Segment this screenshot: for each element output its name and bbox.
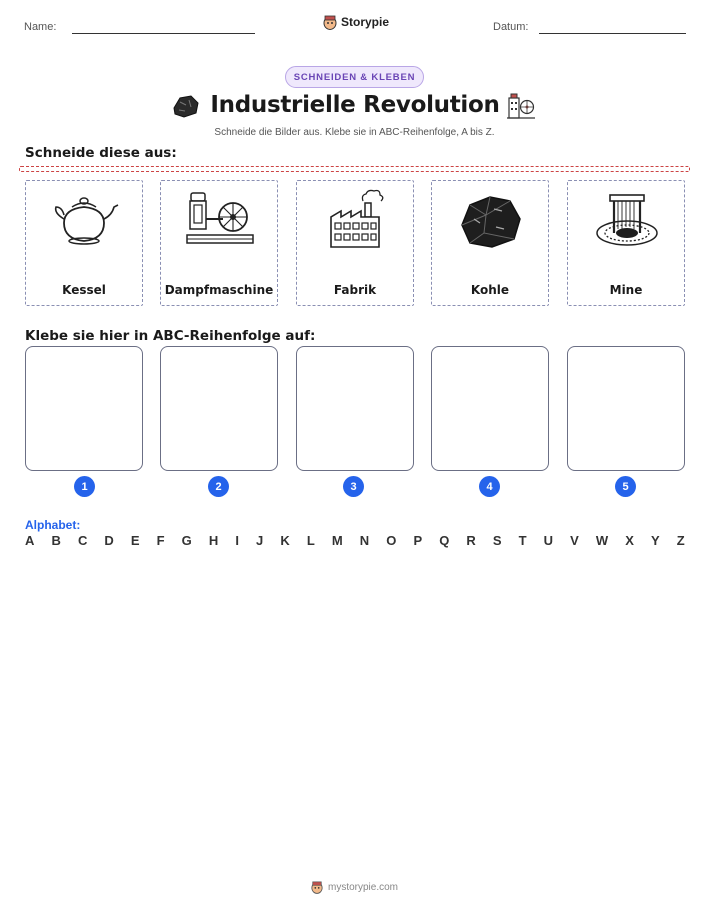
storypie-mascot-icon xyxy=(323,14,337,30)
cut-card-kohle[interactable] xyxy=(431,180,549,306)
alphabet-row xyxy=(25,533,685,548)
alphabet-letter: J xyxy=(256,533,264,548)
alphabet-letter: Z xyxy=(676,533,685,548)
cut-card-mine[interactable] xyxy=(567,180,685,306)
alphabet-letter: H xyxy=(208,533,219,548)
alphabet-letter: W xyxy=(595,533,609,548)
cut-card-fabrik[interactable] xyxy=(296,180,414,306)
instructions: Schneide die Bilder aus. Klebe sie in ABC-Reihenfolge, A bis Z. xyxy=(214,127,495,138)
paste-section-heading: Klebe sie hier in ABC-Reihenfolge auf: xyxy=(25,328,316,344)
alphabet-letter: R xyxy=(466,533,476,548)
activity-badge: SCHNEIDEN & KLEBEN xyxy=(285,66,424,88)
alphabet-letter: V xyxy=(570,533,579,548)
alphabet-letter: O xyxy=(386,533,397,548)
name-line[interactable] xyxy=(72,33,255,34)
cut-card-kessel[interactable] xyxy=(25,180,143,306)
alphabet-letter: T xyxy=(518,533,527,548)
card-label: Fabrik xyxy=(333,283,377,297)
paste-slot-3[interactable] xyxy=(296,346,414,471)
brand-name: Storypie xyxy=(341,15,390,29)
paste-slot-5[interactable] xyxy=(567,346,685,471)
cut-card-dampfmaschine[interactable] xyxy=(160,180,278,306)
alphabet-letter: I xyxy=(235,533,239,548)
card-label: Kessel xyxy=(62,283,106,297)
alphabet-letter: K xyxy=(280,533,290,548)
mine-icon xyxy=(592,189,662,251)
alphabet-letter: D xyxy=(104,533,114,548)
coal-icon xyxy=(456,189,526,251)
footer xyxy=(0,880,709,894)
alphabet-letter: A xyxy=(25,533,35,548)
cut-section-heading: Schneide diese aus: xyxy=(25,145,177,161)
cut-line xyxy=(19,166,690,172)
paste-slot-1[interactable] xyxy=(25,346,143,471)
alphabet-label: Alphabet: xyxy=(25,518,81,532)
paste-slot-2[interactable] xyxy=(160,346,278,471)
slot-number-badge: 5 xyxy=(615,476,636,497)
card-label: Dampfmaschine xyxy=(164,283,274,297)
slot-number-badge: 4 xyxy=(479,476,500,497)
slot-number-badge: 3 xyxy=(343,476,364,497)
slot-number-badge: 2 xyxy=(208,476,229,497)
factory-icon xyxy=(321,189,391,251)
alphabet-letter: U xyxy=(543,533,554,548)
alphabet-letter: N xyxy=(359,533,370,548)
factory-machine-decoration-icon xyxy=(506,92,536,120)
alphabet-letter: Y xyxy=(650,533,660,548)
alphabet-letter: B xyxy=(51,533,61,548)
paste-slot-4[interactable] xyxy=(431,346,549,471)
kettle-icon xyxy=(50,189,120,251)
alphabet-letter: S xyxy=(492,533,502,548)
alphabet-letter: E xyxy=(130,533,140,548)
alphabet-letter: X xyxy=(625,533,634,548)
slot-number-badge: 1 xyxy=(74,476,95,497)
alphabet-letter: P xyxy=(413,533,423,548)
alphabet-letter: Q xyxy=(439,533,450,548)
date-label: Datum: xyxy=(493,21,529,33)
alphabet-letter: C xyxy=(77,533,88,548)
alphabet-letter: M xyxy=(331,533,343,548)
storypie-mascot-icon xyxy=(311,880,323,894)
card-label: Kohle xyxy=(470,283,510,297)
name-label: Name: xyxy=(24,21,57,33)
page-title: Industrielle Revolution xyxy=(210,92,500,118)
card-label: Mine xyxy=(609,283,643,297)
storypie-logo xyxy=(323,14,389,30)
alphabet-letter: F xyxy=(156,533,165,548)
date-line[interactable] xyxy=(539,33,686,34)
footer-site: mystorypie.com xyxy=(327,881,398,893)
steam-engine-icon xyxy=(185,189,255,251)
alphabet-letter: G xyxy=(181,533,192,548)
alphabet-letter: L xyxy=(306,533,315,548)
